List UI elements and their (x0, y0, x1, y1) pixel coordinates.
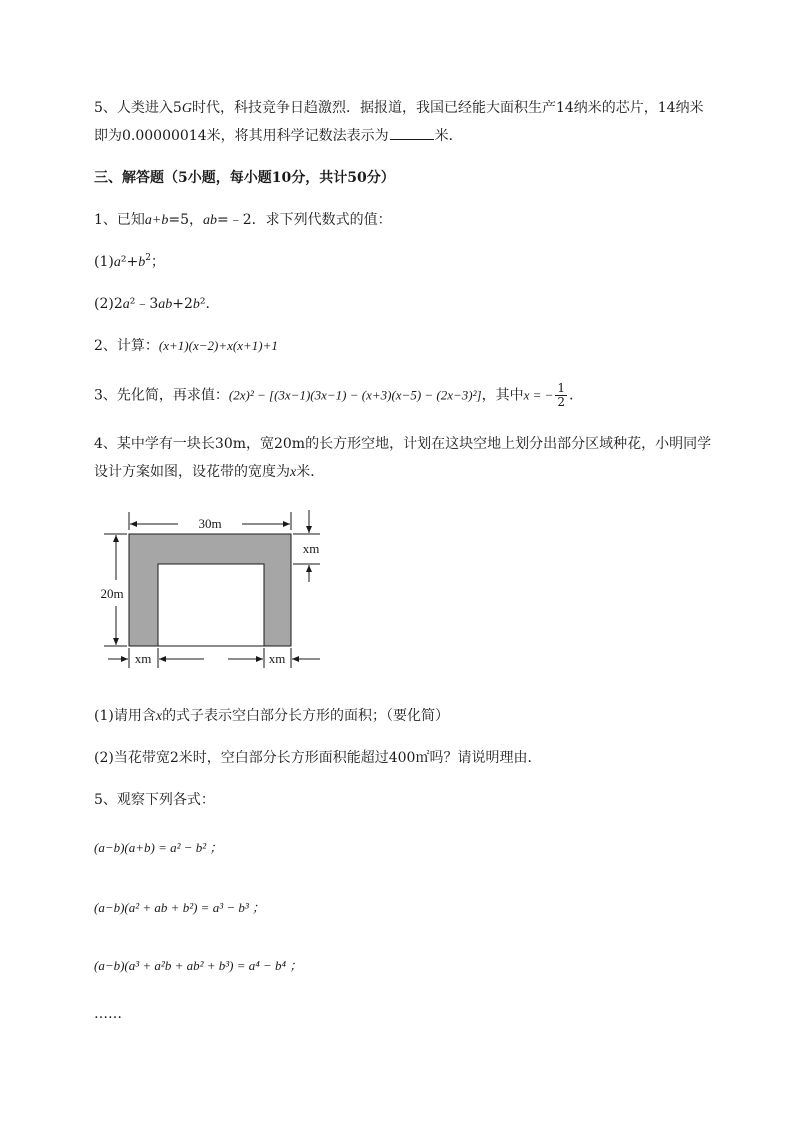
math-expression: (2x)² − [(3x−1)(3x−1) − (x+3)(x−5) − (2x−3)²] (228, 387, 482, 403)
text: ab (203, 213, 218, 228)
text: a (113, 255, 121, 270)
text: 1、已知 (94, 212, 145, 228)
identity-2: (a−b)(a² + ab + b²) = a³ − b³ ； (94, 900, 266, 915)
fill-question-5-line-1 (94, 98, 704, 119)
question-5-stem: 5、观察下列各式： (94, 792, 215, 808)
text: 米． (434, 128, 463, 144)
text: x (155, 709, 163, 724)
question-2 (94, 336, 278, 356)
text: ab (158, 297, 173, 312)
question-1-part-1 (94, 252, 165, 273)
text: a (122, 297, 130, 312)
fill-question-5-line-2 (94, 126, 463, 146)
garden-diagram (94, 500, 334, 676)
text: G (181, 101, 192, 116)
bottom-left-xm-label: xm (134, 651, 152, 666)
section-3-heading: 三、解答题（5小题，每小题10分，共计50分） (94, 170, 395, 186)
text: a+b (144, 213, 169, 228)
top-length-label: 30m (198, 516, 222, 531)
text: ². (199, 296, 210, 312)
text: (1) (94, 254, 114, 270)
text: 2 (557, 395, 566, 409)
identity-3: (a−b)(a³ + a²b + ab² + b³) = a⁴ − b⁴ ； (94, 958, 303, 973)
text: ． (569, 387, 584, 404)
math-expression: x = − (523, 387, 554, 403)
ellipsis: …… (94, 1006, 122, 1022)
text: ²﹣3 (129, 296, 159, 312)
question-4-part-1 (94, 706, 449, 727)
text: +2 (172, 296, 193, 312)
text: 即为0.00000014米，将其用科学记数法表示为 (94, 128, 389, 144)
left-width-label: 20m (100, 586, 124, 601)
text: 3、先化简，再求值： (94, 387, 229, 404)
text: =5， (168, 212, 204, 228)
text: =﹣2．求下列代数式的值： (217, 212, 392, 228)
question-4-line-2 (94, 462, 324, 483)
question-1-stem (94, 210, 392, 231)
text: 2、计算： (94, 338, 159, 354)
text: 5、人类进入5 (94, 100, 182, 116)
text: ； (150, 254, 165, 270)
text: 设计方案如图，设花带的宽度为 (94, 464, 290, 480)
text: b (138, 255, 146, 270)
question-4-line-1: 4、某中学有一块长30m，宽20m的长方形空地，计划在这块空地上划分出部分区域种花，小明同学 (94, 436, 712, 452)
flower-bed-shape (129, 534, 291, 646)
bottom-right-xm-label: xm (268, 651, 286, 666)
text: 米． (296, 464, 325, 480)
identity-1: (a−b)(a+b) = a² − b² ； (94, 840, 223, 855)
text: (2)2 (94, 296, 123, 312)
right-xm-label: xm (302, 541, 320, 556)
text: b (192, 297, 200, 312)
text: 1 (557, 381, 566, 395)
text: (1)请用含 (94, 708, 156, 724)
text: 2 (145, 253, 151, 263)
math-expression: (x+1)(x−2)+x(x+1)+1 (158, 338, 278, 353)
text: ²+ (120, 254, 139, 270)
text: ，其中 (481, 387, 524, 404)
fraction (555, 382, 567, 409)
question-1-part-2 (94, 294, 210, 315)
text: 的式子表示空白部分长方形的面积；（要化简） (162, 708, 450, 724)
question-4-part-2: (2)当花带宽2米时，空白部分长方形面积能超过400㎡吗？请说明理由． (94, 750, 542, 766)
answer-blank[interactable] (390, 126, 434, 140)
text: x (290, 465, 297, 480)
question-3 (94, 382, 583, 409)
text: 时代，科技竞争日趋激烈．据报道，我国已经能大面积生产14纳米的芯片，14纳米 (191, 100, 704, 116)
